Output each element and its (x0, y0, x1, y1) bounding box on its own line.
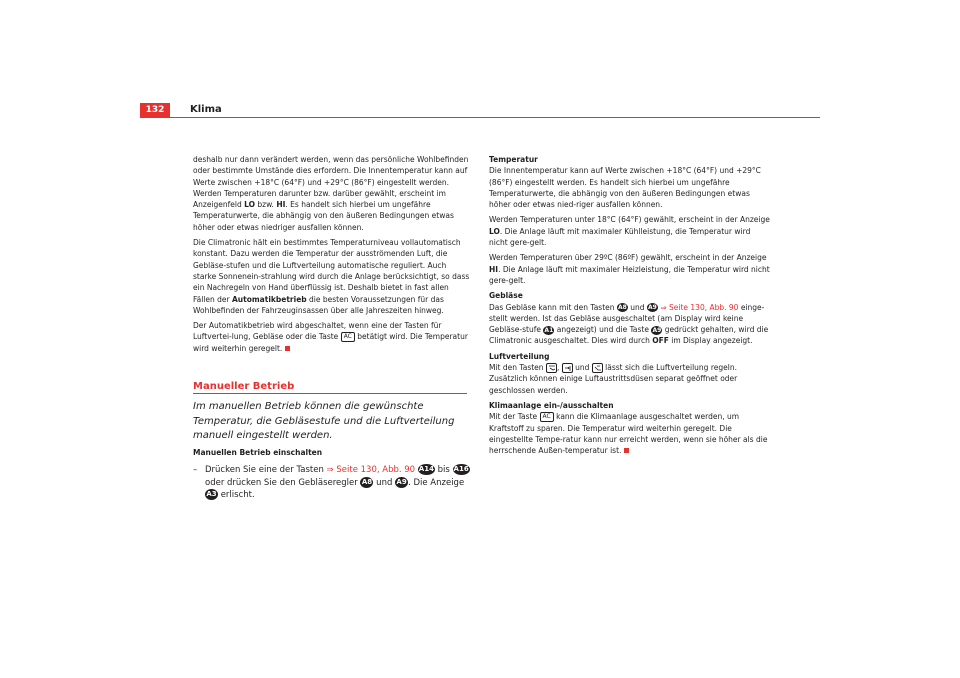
callout-a16-icon: A16 (453, 465, 469, 473)
hi-text: Werden Temperaturen über 29ºC (86ºF) gewählt, erscheint in der Anzeige HI. Die Anlage läuft mit maximaler Heizleistung, die Temperatur wird nicht gere-gelt. (489, 253, 770, 285)
ac-key-icon: AC (341, 332, 355, 342)
section-heading: Manueller Betrieb (193, 381, 295, 392)
paragraph-1: deshalb nur dann verändert werden, wenn das persönliche Wohlbefinden oder bestimmte Umstände dies erfordern. Die Innentemperatur kann auf Werte zwischen +18°C (64°F) und +29°C (86°F) eingestellt werden. Werden Temperaturen darunter bzw. darüber gewählt, erscheint im Anzeigenfeld LO bzw. HI. Es handelt sich hierbei um ungefähre Temperaturwerte, die abhängig von den äußeren Bedingungen etwas höher oder etwas niedriger ausfallen können. (193, 155, 469, 232)
lo-text: Werden Temperaturen unter 18°C (64°F) gewählt, erscheint in der Anzeige LO. Die Anlage läuft mit maximaler Kühlleistung, die Temperatur wird nicht gere-gelt. (489, 215, 770, 248)
airflow-upper-body-icon (562, 363, 573, 373)
right-column (489, 154, 770, 460)
page-reference-link[interactable]: ⇒ Seite 130, Abb. 90 (657, 302, 739, 312)
fan-heading: Gebläse (489, 291, 523, 301)
page-reference-link[interactable]: ⇒ Seite 130, Abb. 90 (326, 465, 416, 475)
callout-a8-icon: A8 (617, 304, 627, 312)
temperature-text: Die Innentemperatur kann auf Werte zwischen +18°C (64°F) und +29°C (86°F) eingestellt werden. Es handelt sich hierbei um ungefähre Temperaturwerte, die abhängig von den äußeren Bedingungen etwas höher oder etwas nied-riger ausfallen können. (489, 166, 761, 210)
left-column (193, 154, 471, 358)
fan-text: Das Gebläse kann mit den Tasten A8 und A9 ⇒ Seite 130, Abb. 90 einge-stellt werden. Ist das Gebläse ausgeschaltet (am Display wird keine Gebläse-stufe A1 angezeigt) und die Taste A9 gedrückt gehalten, wird die Climatronic ausgeschaltet. Dies wird durch OFF im Display angezeigt. (489, 302, 769, 346)
callout-a1-icon: A1 (544, 326, 554, 334)
air-distribution-text: Mit den Tasten , und lässt sich die Luftverteilung regeln. Zusätzlich können einige Luftaustrittsdüsen separat geöffnet oder geschlossen werden. (489, 363, 738, 395)
callout-a9-icon: A9 (648, 304, 657, 312)
instruction-step: – Drücken Sie eine der Tasten ⇒ Seite 130, Abb. 90 A14 bis A16 oder drücken Sie den Gebläseregler A8 und A9. Die Anzeige A3 erlischt. (193, 465, 469, 500)
temperature-block (489, 154, 770, 165)
air-distribution-heading: Luftverteilung (489, 351, 550, 361)
airflow-footwell-icon (592, 363, 603, 373)
ac-heading: Klimaanlage ein-/ausschalten (489, 400, 614, 410)
section-rule (193, 393, 467, 394)
end-marker-icon (624, 448, 629, 453)
airflow-windscreen-icon (546, 363, 557, 373)
temperature-heading: Temperatur (489, 155, 538, 164)
section-subtitle: Im manuellen Betrieb können die gewünschte Temperatur, die Gebläsestufe und die Luftverteilung manuell eingestellt werden. (193, 401, 455, 441)
paragraph-2: Die Climatronic hält ein bestimmtes Temperaturniveau vollautomatisch konstant. Dazu werden die Temperatur der ausströmenden Luft, die Gebläse-stufen und die Luftverteilung automatische reguliert. Auch starke Sonnenein-strahlung wird durch die Anlage berücksichtigt, so dass ein Nachregeln von Hand überflüssig ist. Deshalb bietet in fast allen Fällen der Automatikbetrieb die besten Voraussetzungen für das Wohlbefinden der Fahrzeuginsassen über alle Jahreszeiten hinweg. (193, 238, 470, 315)
page-title: Klima (190, 104, 222, 115)
callout-a14-icon: A14 (418, 465, 434, 473)
ac-key-icon: AC (540, 412, 554, 422)
header-rule (140, 117, 820, 118)
page-number-box: 132 (140, 103, 170, 117)
subheading: Manuellen Betrieb einschalten (193, 448, 323, 457)
callout-a3-icon: A3 (206, 490, 217, 498)
callout-a9-icon: A9 (652, 326, 662, 334)
ac-text: Mit der Taste AC kann die Klimaanlage ausgeschaltet werden, um Kraftstoff zu sparen. Die Temperatur wird weiterhin geregelt. Die eingestellte Tempe-ratur kann nur erreicht werden, wenn sie höher als die herrschende Außen-temperatur ist. (489, 412, 768, 456)
step-dash: – (193, 465, 198, 475)
end-marker-icon (285, 346, 290, 351)
callout-a9-icon: A9 (396, 477, 407, 486)
paragraph-3: Der Automatikbetrieb wird abgeschaltet, wenn eine der Tasten für Luftvertei-lung, Gebläse oder die Taste AC betätigt wird. Die Temperatur wird weiterhin geregelt. (193, 321, 468, 353)
callout-a8-icon: A8 (361, 477, 373, 486)
